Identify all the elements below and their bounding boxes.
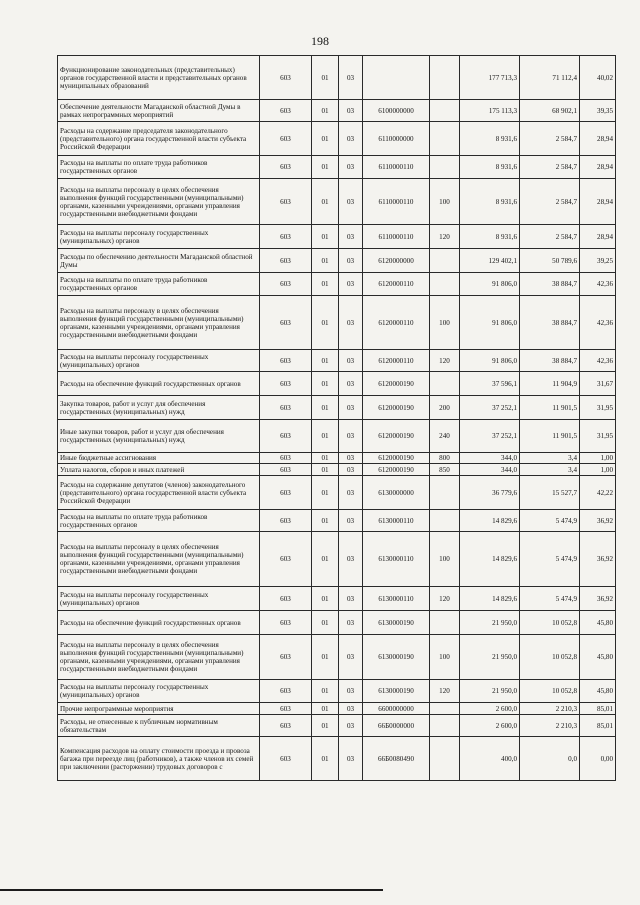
table-row	[58, 510, 616, 532]
row-gl: 603	[260, 510, 312, 532]
row-fact: 2 210,3	[520, 715, 580, 737]
row-vr: 120	[430, 225, 460, 249]
row-pct: 0,00	[580, 737, 616, 781]
row-vr: 100	[430, 179, 460, 225]
row-rz: 01	[312, 680, 339, 703]
row-pr: 03	[339, 611, 363, 635]
row-pr: 03	[339, 532, 363, 587]
row-pct: 45,80	[580, 680, 616, 703]
table-row	[58, 703, 616, 715]
row-fact: 71 112,4	[520, 56, 580, 100]
row-csr: 6110000110	[363, 179, 430, 225]
row-fact: 5 474,9	[520, 532, 580, 587]
row-name: Иные бюджетные ассигнования	[58, 453, 260, 464]
row-name: Расходы, не отнесенные к публичным нормативным обязательствам	[58, 715, 260, 737]
row-plan: 14 829,6	[460, 587, 520, 611]
row-vr	[430, 715, 460, 737]
row-plan: 91 806,0	[460, 273, 520, 296]
table-row	[58, 737, 616, 781]
row-pr: 03	[339, 156, 363, 179]
row-pct: 85,01	[580, 703, 616, 715]
row-pr: 03	[339, 703, 363, 715]
row-vr: 100	[430, 296, 460, 350]
row-vr	[430, 273, 460, 296]
table-row	[58, 372, 616, 396]
row-fact: 38 884,7	[520, 296, 580, 350]
budget-table	[57, 55, 616, 781]
table-row	[58, 453, 616, 464]
row-pr: 03	[339, 179, 363, 225]
row-pct: 85,01	[580, 715, 616, 737]
row-rz: 01	[312, 273, 339, 296]
row-rz: 01	[312, 453, 339, 464]
row-rz: 01	[312, 510, 339, 532]
row-fact: 50 789,6	[520, 249, 580, 273]
table-row	[58, 635, 616, 680]
row-gl: 603	[260, 100, 312, 122]
row-csr: 6120000110	[363, 350, 430, 372]
row-name: Расходы на выплаты персоналу государственных (муниципальных) органов	[58, 587, 260, 611]
row-name: Расходы на выплаты персоналу в целях обеспечения выполнения функций государственными (муниципальными) органами, казенными учреждениями, органами управления государственными внебюджетными фондами	[58, 179, 260, 225]
row-fact: 11 901,5	[520, 396, 580, 420]
row-pct: 36,92	[580, 532, 616, 587]
row-vr: 200	[430, 396, 460, 420]
budget-table-body	[58, 56, 616, 781]
row-plan: 400,0	[460, 737, 520, 781]
row-rz: 01	[312, 372, 339, 396]
row-gl: 603	[260, 464, 312, 476]
row-plan: 344,0	[460, 453, 520, 464]
row-name: Расходы на выплаты персоналу государственных (муниципальных) органов	[58, 350, 260, 372]
row-name: Расходы на содержание председателя законодательного (представительного) органа государственной власти субъекта Российской Федерации	[58, 122, 260, 156]
row-pr: 03	[339, 273, 363, 296]
row-plan: 2 600,0	[460, 703, 520, 715]
table-row	[58, 296, 616, 350]
row-plan: 175 113,3	[460, 100, 520, 122]
row-rz: 01	[312, 122, 339, 156]
row-name: Расходы на выплаты персоналу в целях обеспечения выполнения функций государственными (муниципальными) органами, казенными учреждениями, органами управления государственными внебюджетными фондами	[58, 532, 260, 587]
row-gl: 603	[260, 737, 312, 781]
row-rz: 01	[312, 350, 339, 372]
row-gl: 603	[260, 249, 312, 273]
row-fact: 5 474,9	[520, 510, 580, 532]
row-csr: 6130000190	[363, 635, 430, 680]
row-pr: 03	[339, 350, 363, 372]
row-name: Прочие непрограммные мероприятия	[58, 703, 260, 715]
table-row	[58, 179, 616, 225]
row-name: Расходы на обеспечение функций государственных органов	[58, 611, 260, 635]
row-rz: 01	[312, 156, 339, 179]
row-csr: 6100000000	[363, 100, 430, 122]
row-name: Уплата налогов, сборов и иных платежей	[58, 464, 260, 476]
row-fact: 38 884,7	[520, 350, 580, 372]
row-name: Расходы на выплаты персоналу государственных (муниципальных) органов	[58, 225, 260, 249]
row-pr: 03	[339, 680, 363, 703]
table-row	[58, 350, 616, 372]
row-vr: 240	[430, 420, 460, 453]
row-csr: 66Б0000000	[363, 715, 430, 737]
table-row	[58, 611, 616, 635]
row-pct: 36,92	[580, 510, 616, 532]
row-plan: 14 829,6	[460, 532, 520, 587]
table-row	[58, 587, 616, 611]
row-plan: 37 596,1	[460, 372, 520, 396]
table-row	[58, 476, 616, 510]
row-pr: 03	[339, 122, 363, 156]
row-pct: 31,95	[580, 396, 616, 420]
row-rz: 01	[312, 587, 339, 611]
row-fact: 2 584,7	[520, 225, 580, 249]
row-csr: 6120000190	[363, 372, 430, 396]
page-number: 198	[311, 34, 329, 48]
row-pr: 03	[339, 510, 363, 532]
row-vr	[430, 156, 460, 179]
row-vr: 100	[430, 532, 460, 587]
row-plan: 8 931,6	[460, 122, 520, 156]
table-row	[58, 249, 616, 273]
row-fact: 0,0	[520, 737, 580, 781]
row-name: Расходы на обеспечение функций государственных органов	[58, 372, 260, 396]
row-rz: 01	[312, 225, 339, 249]
row-pr: 03	[339, 56, 363, 100]
row-name: Расходы на выплаты персоналу в целях обеспечения выполнения функций государственными (муниципальными) органами, казенными учреждениями, органами управления государственными внебюджетными фондами	[58, 296, 260, 350]
row-vr: 100	[430, 635, 460, 680]
row-vr: 120	[430, 587, 460, 611]
row-gl: 603	[260, 225, 312, 249]
row-gl: 603	[260, 532, 312, 587]
row-name: Обеспечение деятельности Магаданской областной Думы в рамках непрограммных мероприятий	[58, 100, 260, 122]
row-plan: 8 931,6	[460, 179, 520, 225]
row-vr	[430, 122, 460, 156]
row-fact: 3,4	[520, 464, 580, 476]
row-gl: 603	[260, 680, 312, 703]
row-pr: 03	[339, 372, 363, 396]
row-pct: 31,67	[580, 372, 616, 396]
row-pct: 28,94	[580, 179, 616, 225]
row-csr: 6120000110	[363, 273, 430, 296]
table-row	[58, 680, 616, 703]
row-pr: 03	[339, 476, 363, 510]
row-pr: 03	[339, 396, 363, 420]
row-csr: 6120000190	[363, 420, 430, 453]
row-rz: 01	[312, 532, 339, 587]
row-fact: 2 584,7	[520, 156, 580, 179]
row-vr	[430, 510, 460, 532]
row-vr: 800	[430, 453, 460, 464]
row-gl: 603	[260, 703, 312, 715]
row-name: Расходы на выплаты по оплате труда работников государственных органов	[58, 156, 260, 179]
row-fact: 11 904,9	[520, 372, 580, 396]
row-plan: 37 252,1	[460, 396, 520, 420]
row-pr: 03	[339, 587, 363, 611]
row-pr: 03	[339, 453, 363, 464]
row-name: Расходы по обеспечению деятельности Магаданской областной Думы	[58, 249, 260, 273]
row-csr: 6110000000	[363, 122, 430, 156]
table-row	[58, 225, 616, 249]
row-pct: 28,94	[580, 156, 616, 179]
table-row	[58, 396, 616, 420]
row-name: Закупка товаров, работ и услуг для обеспечения государственных (муниципальных) нужд	[58, 396, 260, 420]
row-pct: 28,94	[580, 122, 616, 156]
row-pct: 39,35	[580, 100, 616, 122]
row-csr: 6120000190	[363, 396, 430, 420]
row-gl: 603	[260, 611, 312, 635]
table-row	[58, 420, 616, 453]
row-pct: 42,22	[580, 476, 616, 510]
row-name: Расходы на выплаты персоналу в целях обеспечения выполнения функций государственными (муниципальными) органами, казенными учреждениями, органами управления государственными внебюджетными фондами	[58, 635, 260, 680]
row-fact: 68 902,1	[520, 100, 580, 122]
row-csr: 6120000190	[363, 453, 430, 464]
row-gl: 603	[260, 350, 312, 372]
row-rz: 01	[312, 420, 339, 453]
row-fact: 11 901,5	[520, 420, 580, 453]
row-rz: 01	[312, 715, 339, 737]
row-rz: 01	[312, 464, 339, 476]
row-csr: 6130000110	[363, 532, 430, 587]
row-pct: 42,36	[580, 296, 616, 350]
row-csr: 66Б0080490	[363, 737, 430, 781]
row-rz: 01	[312, 476, 339, 510]
row-gl: 603	[260, 396, 312, 420]
table-row	[58, 100, 616, 122]
row-pct: 45,80	[580, 635, 616, 680]
row-plan: 21 950,0	[460, 635, 520, 680]
row-plan: 36 779,6	[460, 476, 520, 510]
row-rz: 01	[312, 737, 339, 781]
row-fact: 2 584,7	[520, 122, 580, 156]
row-gl: 603	[260, 273, 312, 296]
row-vr	[430, 100, 460, 122]
row-rz: 01	[312, 703, 339, 715]
row-pct: 40,02	[580, 56, 616, 100]
row-csr: 6600000000	[363, 703, 430, 715]
row-plan: 21 950,0	[460, 680, 520, 703]
row-rz: 01	[312, 396, 339, 420]
row-fact: 15 527,7	[520, 476, 580, 510]
row-csr: 6130000110	[363, 587, 430, 611]
row-pct: 36,92	[580, 587, 616, 611]
row-fact: 10 052,8	[520, 680, 580, 703]
row-pct: 42,36	[580, 273, 616, 296]
row-csr: 6130000190	[363, 611, 430, 635]
table-row	[58, 273, 616, 296]
row-vr	[430, 476, 460, 510]
table-row	[58, 532, 616, 587]
table-row	[58, 122, 616, 156]
row-vr	[430, 737, 460, 781]
row-pct: 39,25	[580, 249, 616, 273]
row-csr: 6120000000	[363, 249, 430, 273]
row-vr	[430, 372, 460, 396]
row-csr	[363, 56, 430, 100]
row-vr: 120	[430, 680, 460, 703]
row-pct: 28,94	[580, 225, 616, 249]
footer-rule	[0, 889, 383, 891]
row-csr: 6130000000	[363, 476, 430, 510]
row-fact: 38 884,7	[520, 273, 580, 296]
row-pct: 1,00	[580, 453, 616, 464]
row-plan: 91 806,0	[460, 350, 520, 372]
row-fact: 3,4	[520, 453, 580, 464]
row-csr: 6110000110	[363, 156, 430, 179]
row-gl: 603	[260, 296, 312, 350]
row-rz: 01	[312, 179, 339, 225]
row-pr: 03	[339, 464, 363, 476]
row-plan: 37 252,1	[460, 420, 520, 453]
row-gl: 603	[260, 179, 312, 225]
row-vr: 850	[430, 464, 460, 476]
row-pr: 03	[339, 635, 363, 680]
row-plan: 177 713,3	[460, 56, 520, 100]
row-pr: 03	[339, 100, 363, 122]
row-plan: 91 806,0	[460, 296, 520, 350]
row-gl: 603	[260, 715, 312, 737]
row-vr	[430, 703, 460, 715]
row-pct: 31,95	[580, 420, 616, 453]
row-gl: 603	[260, 372, 312, 396]
table-row	[58, 464, 616, 476]
row-fact: 10 052,8	[520, 635, 580, 680]
row-gl: 603	[260, 635, 312, 680]
row-rz: 01	[312, 100, 339, 122]
table-row	[58, 56, 616, 100]
table-row	[58, 156, 616, 179]
row-gl: 603	[260, 420, 312, 453]
row-name: Расходы на выплаты по оплате труда работников государственных органов	[58, 273, 260, 296]
row-name: Расходы на содержание депутатов (членов) законодательного (представительного) органа государственной власти субъекта Российской Федерации	[58, 476, 260, 510]
row-rz: 01	[312, 249, 339, 273]
row-gl: 603	[260, 476, 312, 510]
row-csr: 6130000110	[363, 510, 430, 532]
row-csr: 6120000110	[363, 296, 430, 350]
row-pct: 42,36	[580, 350, 616, 372]
row-csr: 6120000190	[363, 464, 430, 476]
row-name: Расходы на выплаты по оплате труда работников государственных органов	[58, 510, 260, 532]
row-pct: 45,80	[580, 611, 616, 635]
row-plan: 8 931,6	[460, 156, 520, 179]
row-pr: 03	[339, 420, 363, 453]
row-vr: 120	[430, 350, 460, 372]
row-fact: 2 210,3	[520, 703, 580, 715]
row-gl: 603	[260, 587, 312, 611]
row-vr	[430, 56, 460, 100]
row-plan: 129 402,1	[460, 249, 520, 273]
row-csr: 6130000190	[363, 680, 430, 703]
row-rz: 01	[312, 611, 339, 635]
row-gl: 603	[260, 56, 312, 100]
row-gl: 603	[260, 453, 312, 464]
row-name: Расходы на выплаты персоналу государственных (муниципальных) органов	[58, 680, 260, 703]
row-rz: 01	[312, 56, 339, 100]
row-pr: 03	[339, 296, 363, 350]
row-pr: 03	[339, 249, 363, 273]
row-gl: 603	[260, 156, 312, 179]
row-csr: 6110000110	[363, 225, 430, 249]
row-plan: 21 950,0	[460, 611, 520, 635]
row-pr: 03	[339, 737, 363, 781]
row-pr: 03	[339, 225, 363, 249]
row-vr	[430, 611, 460, 635]
row-gl: 603	[260, 122, 312, 156]
row-pr: 03	[339, 715, 363, 737]
row-name: Компенсация расходов на оплату стоимости проезда и провоза багажа при переезде лиц (работников), а также членов их семей при заключении (расторжении) трудовых договоров с	[58, 737, 260, 781]
row-plan: 14 829,6	[460, 510, 520, 532]
row-fact: 5 474,9	[520, 587, 580, 611]
table-row	[58, 715, 616, 737]
row-name: Иные закупки товаров, работ и услуг для обеспечения государственных (муниципальных) нужд	[58, 420, 260, 453]
row-plan: 344,0	[460, 464, 520, 476]
row-plan: 8 931,6	[460, 225, 520, 249]
row-rz: 01	[312, 296, 339, 350]
row-fact: 2 584,7	[520, 179, 580, 225]
row-rz: 01	[312, 635, 339, 680]
row-pct: 1,00	[580, 464, 616, 476]
row-fact: 10 052,8	[520, 611, 580, 635]
row-name: Функционирование законодательных (представительных) органов государственной власти и представительных органов муниципальных образований	[58, 56, 260, 100]
row-plan: 2 600,0	[460, 715, 520, 737]
row-vr	[430, 249, 460, 273]
